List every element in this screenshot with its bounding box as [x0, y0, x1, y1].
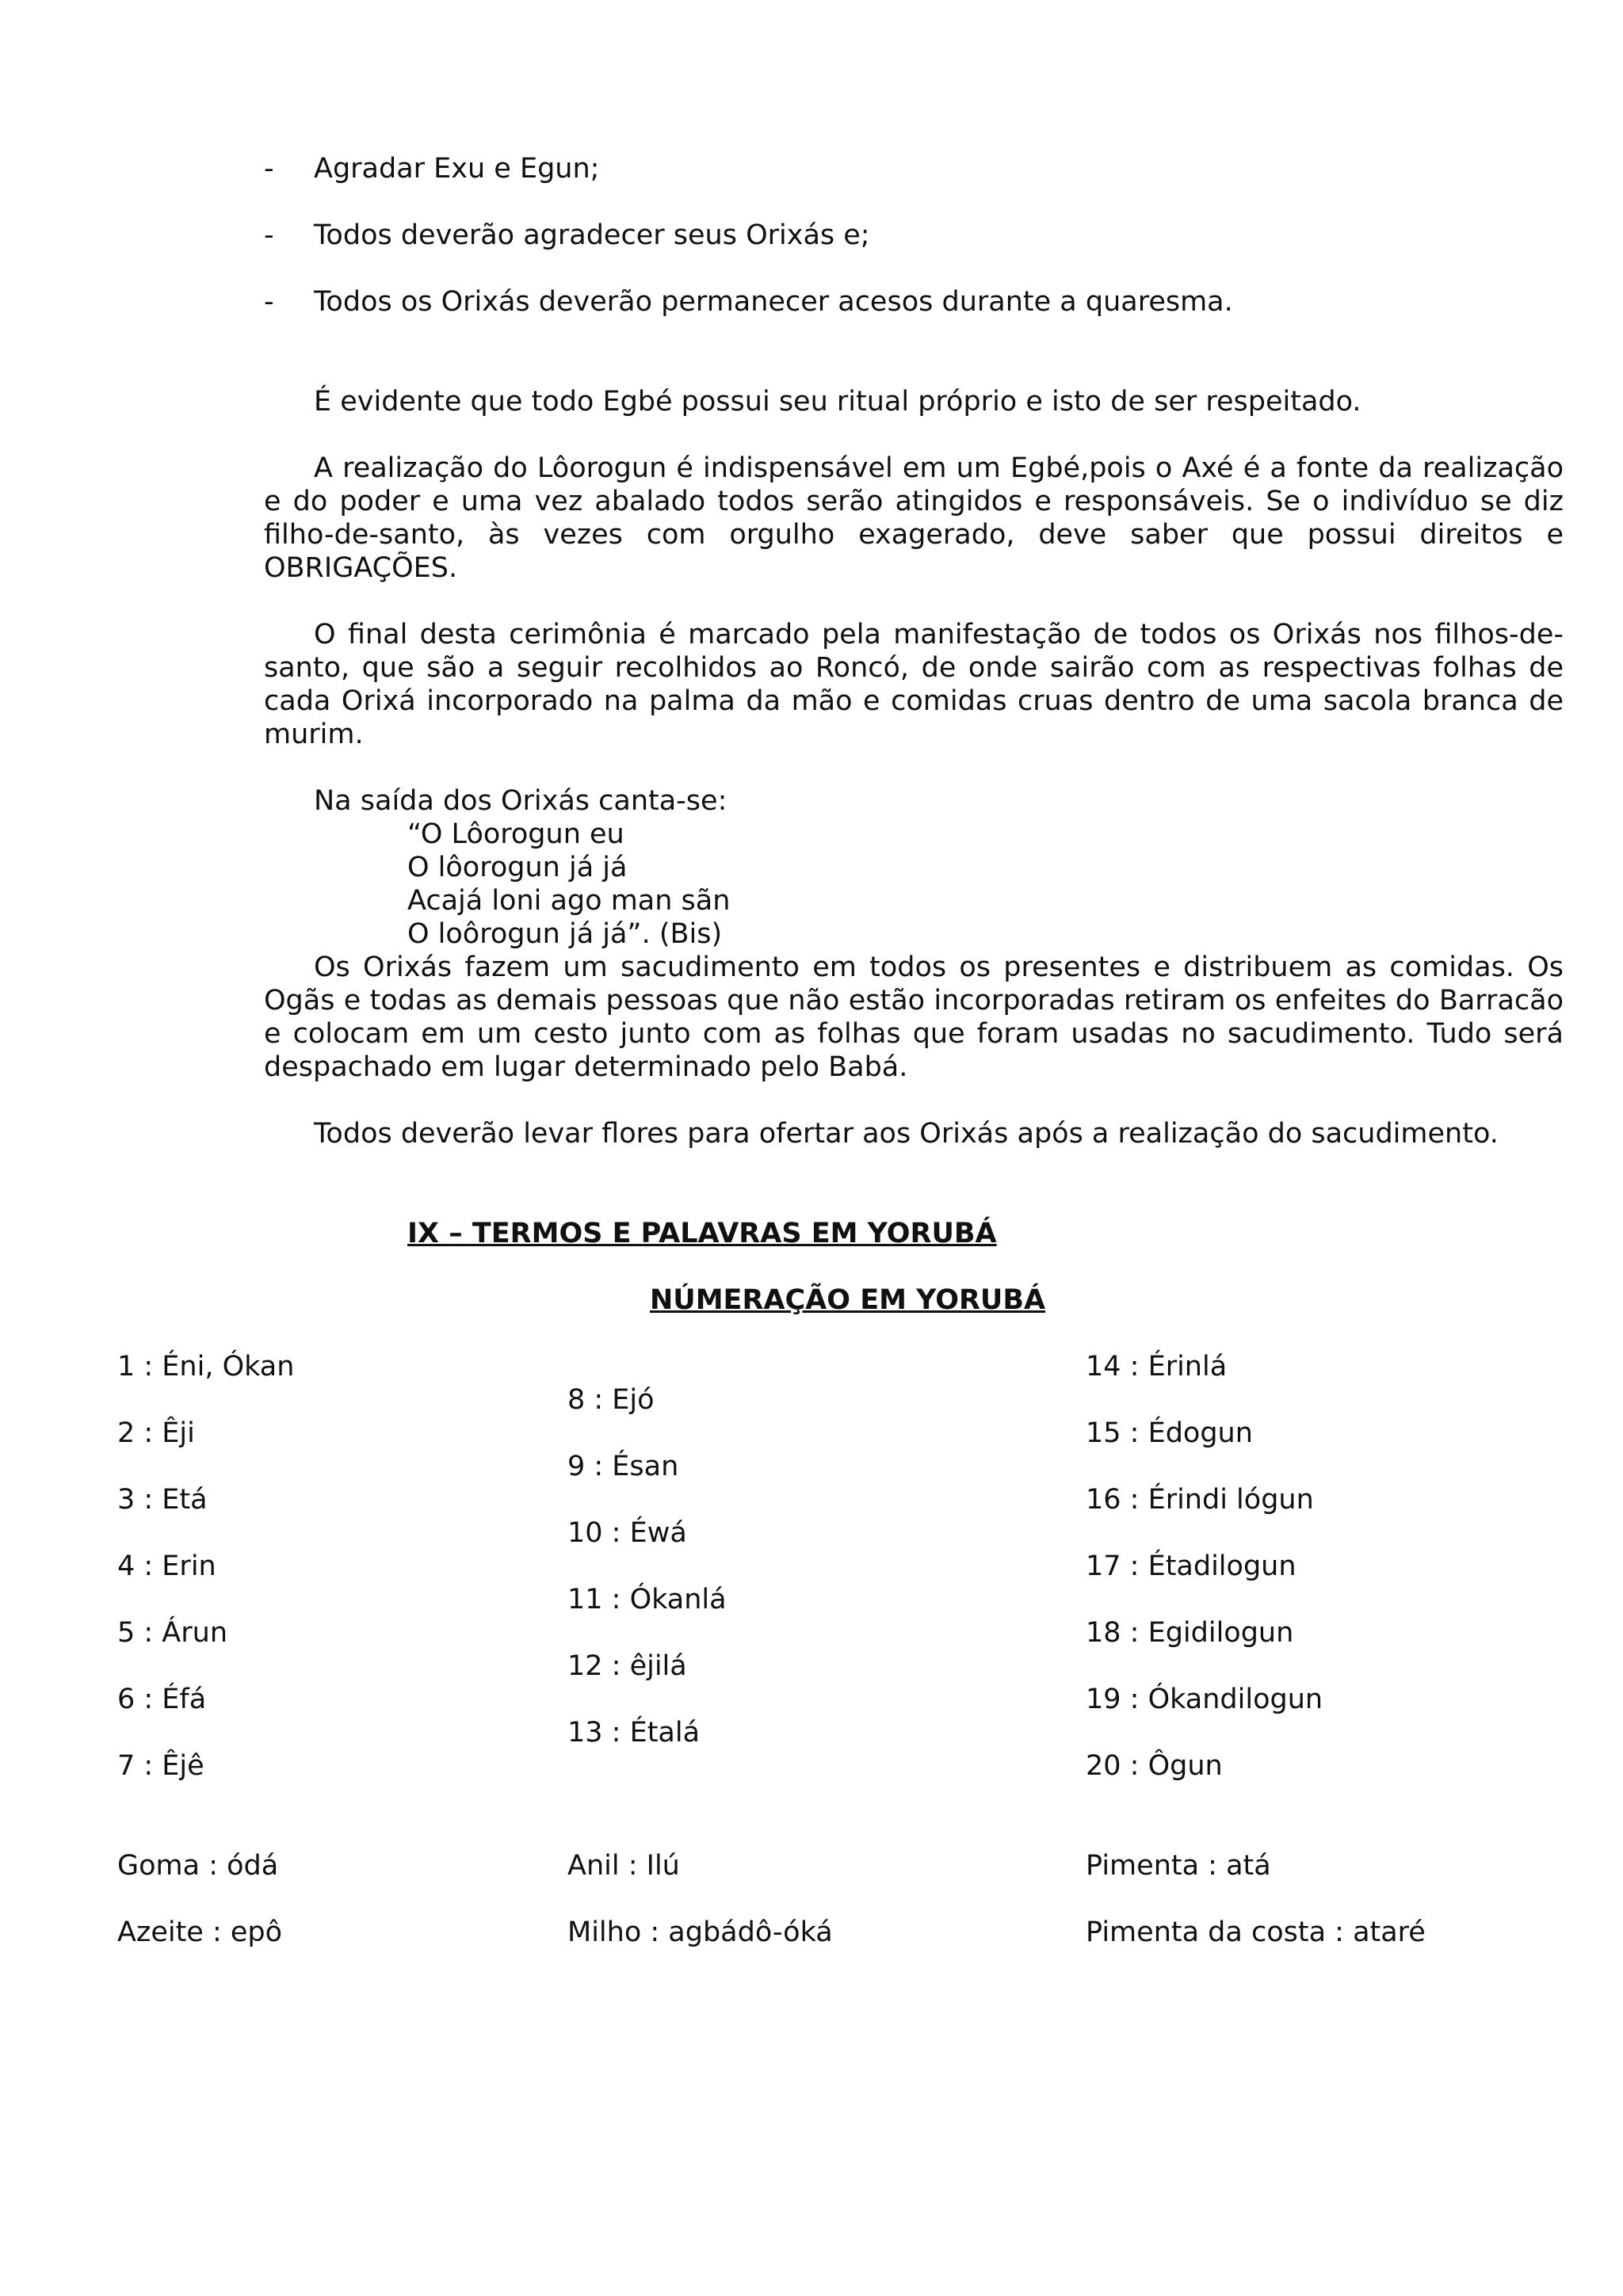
bullet-marker: -: [264, 286, 274, 318]
paragraph: Na saída dos Orixás canta-se:: [314, 785, 727, 817]
number-entry: 8 : Ejó: [567, 1384, 655, 1416]
number-entry: 10 : Éwá: [567, 1517, 687, 1549]
bullet-item: Todos os Orixás deverão permanecer acesos durante a quaresma.: [314, 286, 1233, 318]
number-entry: 16 : Érindi lógun: [1086, 1484, 1314, 1516]
paragraph: Todos deverão levar flores para ofertar aos Orixás após a realização do sacudimento.: [314, 1118, 1499, 1150]
term-entry: Goma : ódá: [117, 1850, 279, 1882]
term-entry: Azeite : epô: [117, 1917, 283, 1948]
number-entry: 14 : Érinlá: [1086, 1351, 1228, 1383]
song-line: O loôrogun já já”. (Bis): [407, 918, 723, 950]
number-entry: 3 : Etá: [117, 1484, 208, 1516]
number-entry: 4 : Erin: [117, 1550, 216, 1582]
number-entry: 7 : Êjê: [117, 1750, 204, 1782]
number-entry: 19 : Ókandilogun: [1086, 1684, 1323, 1715]
term-entry: Pimenta : atá: [1086, 1850, 1271, 1882]
song-line: Acajá loni ago man sãn: [407, 885, 731, 917]
paragraph: É evidente que todo Egbé possui seu ritual próprio e isto de ser respeitado.: [314, 386, 1361, 418]
number-entry: 1 : Éni, Ókan: [117, 1351, 295, 1383]
song-line: O lôorogun já já: [407, 852, 628, 883]
number-entry: 17 : Étadilogun: [1086, 1550, 1296, 1582]
numbering-title: NÚMERAÇÃO EM YORUBÁ: [650, 1284, 1046, 1316]
term-entry: Anil : Ilú: [567, 1850, 680, 1882]
number-entry: 5 : Árun: [117, 1617, 228, 1649]
number-entry: 18 : Egidilogun: [1086, 1617, 1294, 1649]
number-entry: 9 : Ésan: [567, 1451, 679, 1482]
number-entry: 20 : Ôgun: [1086, 1750, 1223, 1782]
paragraph: O final desta cerimônia é marcado pela manifestação de todos os Orixás nos filhos-de-santo, que são a seguir recolhidos ao Roncó, de onde sairão com as respectivas folhas de cada Orixá incorporado na palma da mão e comidas cruas dentro de uma sacola branca de murim.: [264, 619, 1564, 750]
number-entry: 15 : Édogun: [1086, 1417, 1253, 1449]
paragraph: Os Orixás fazem um sacudimento em todos os presentes e distribuem as comidas. Os Ogãs e todas as demais pessoas que não estão incorporadas retiram os enfeites do Barracão e colocam em um cesto junto com as folhas que foram usadas no sacudimento. Tudo será despachado em lugar determinado pelo Babá.: [264, 952, 1564, 1083]
song-line: “O Lôorogun eu: [407, 818, 624, 850]
term-entry: Pimenta da costa : ataré: [1086, 1917, 1426, 1948]
number-entry: 11 : Ókanlá: [567, 1584, 727, 1615]
number-entry: 6 : Éfá: [117, 1684, 207, 1715]
number-entry: 13 : Étalá: [567, 1717, 701, 1749]
bullet-item: Todos deverão agradecer seus Orixás e;: [314, 219, 870, 251]
number-entry: 2 : Êji: [117, 1417, 195, 1449]
term-entry: Milho : agbádô-óká: [567, 1917, 833, 1948]
section-title: IX – TERMOS E PALAVRAS EM YORUBÁ: [407, 1218, 997, 1249]
bullet-item: Agradar Exu e Egun;: [314, 153, 600, 185]
bullet-marker: -: [264, 153, 274, 185]
paragraph: A realização do Lôorogun é indispensável em um Egbé,pois o Axé é a fonte da realização e do poder e uma vez abalado todos serão atingidos e responsáveis. Se o indivíduo se diz filho-de-santo, às vezes com orgulho exagerado, deve saber que possui direitos e OBRIGAÇÕES.: [264, 452, 1564, 584]
song-verse: [407, 818, 730, 951]
bullet-marker: -: [264, 219, 274, 251]
number-entry: 12 : êjilá: [567, 1650, 687, 1682]
